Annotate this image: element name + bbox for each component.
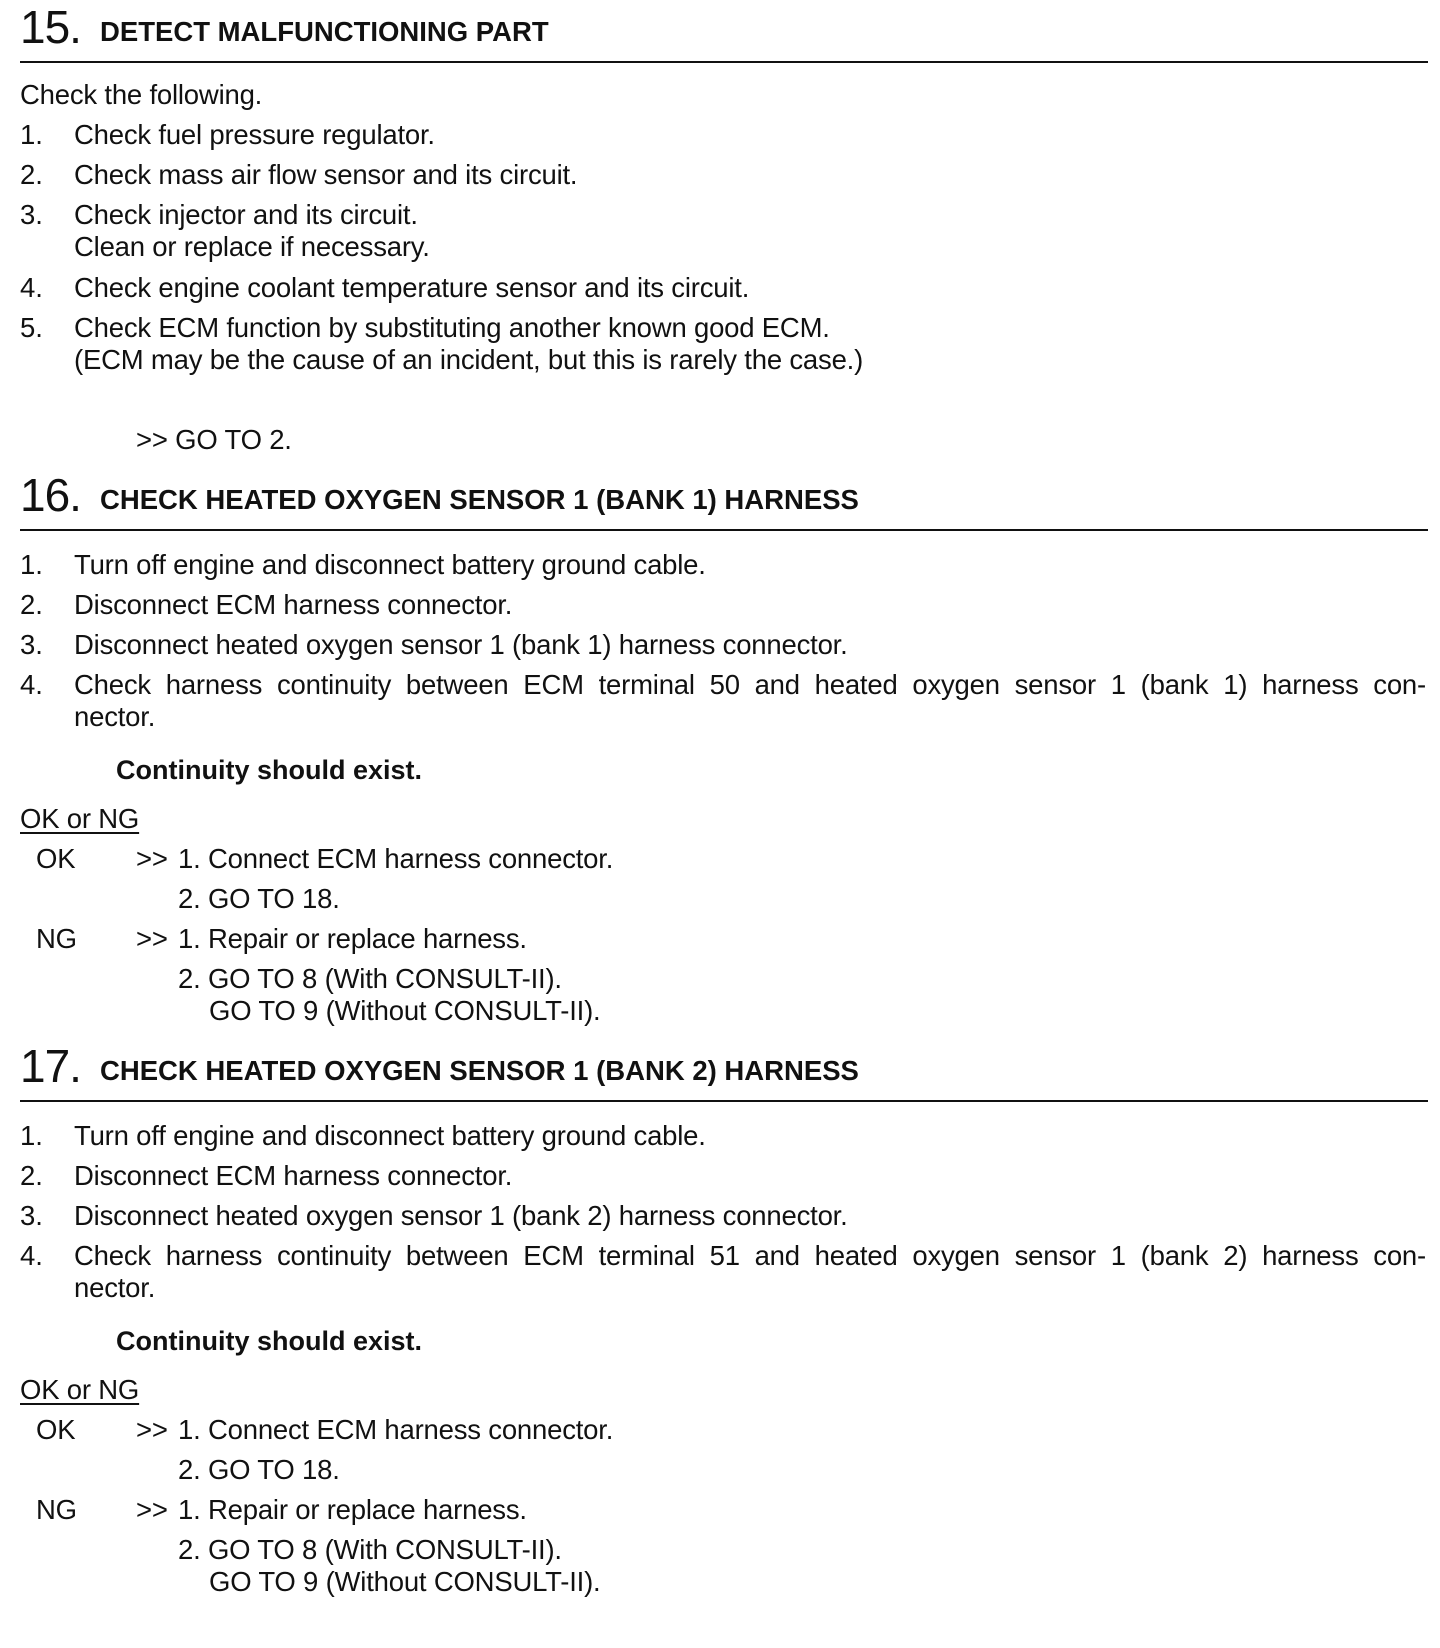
step-16-ng-action-2: 2. GO TO 8 (With CONSULT-II). xyxy=(178,963,562,994)
step-16-ok-or-ng-label: OK or NG xyxy=(20,803,140,834)
step-17-item-2-num: 2. xyxy=(20,1160,43,1191)
step-17-ok-action-1: 1. Connect ECM harness connector. xyxy=(178,1414,614,1445)
step-15-number: 15. xyxy=(20,1,81,53)
step-16-title: CHECK HEATED OXYGEN SENSOR 1 (BANK 1) HARNESS xyxy=(100,484,859,515)
step-17-item-2-text: Disconnect ECM harness connector. xyxy=(74,1160,513,1191)
step-15-item-5-num: 5. xyxy=(20,312,43,343)
step-17-item-3-text: Disconnect heated oxygen sensor 1 (bank 2) harness connector. xyxy=(74,1200,848,1231)
step-16-note: Continuity should exist. xyxy=(116,755,423,785)
step-16-item-1-num: 1. xyxy=(20,549,43,580)
step-16-ok-label: OK xyxy=(36,843,76,874)
step-15-item-4-text: Check engine coolant temperature sensor and its circuit. xyxy=(74,272,750,303)
step-16-ng-label: NG xyxy=(36,923,77,954)
step-16-number: 16. xyxy=(20,469,81,521)
step-17-ok-or-ng-label: OK or NG xyxy=(20,1374,140,1405)
step-16-ng-action-3: GO TO 9 (Without CONSULT-II). xyxy=(209,995,601,1026)
step-17-rule xyxy=(20,1100,1428,1102)
step-17-item-4-text-cont: nector. xyxy=(74,1272,156,1303)
step-17-ng-action-2: 2. GO TO 8 (With CONSULT-II). xyxy=(178,1534,562,1565)
step-15-intro: Check the following. xyxy=(20,79,263,110)
step-15-item-3-text-cont: Clean or replace if necessary. xyxy=(74,231,430,262)
step-16-rule xyxy=(20,529,1428,531)
step-17-ng-action-1: 1. Repair or replace harness. xyxy=(178,1494,527,1525)
step-15-item-3-text: Check injector and its circuit. xyxy=(74,199,418,230)
step-15-item-5-text-cont: (ECM may be the cause of an incident, but this is rarely the case.) xyxy=(74,344,864,375)
step-15-goto: >> GO TO 2. xyxy=(136,424,292,455)
step-17-ok-action-2: 2. GO TO 18. xyxy=(178,1454,340,1485)
step-17-item-1-num: 1. xyxy=(20,1120,43,1151)
step-17-item-4-num: 4. xyxy=(20,1240,43,1271)
step-16-item-4-num: 4. xyxy=(20,669,43,700)
step-15-item-1-text: Check fuel pressure regulator. xyxy=(74,119,435,150)
step-17-ng-action-3: GO TO 9 (Without CONSULT-II). xyxy=(209,1566,601,1597)
step-17-item-4-text: Check harness continuity between ECM terminal 51 and heated oxygen sensor 1 (bank 2) harness con- xyxy=(74,1240,1426,1271)
step-17-number: 17. xyxy=(20,1040,81,1092)
step-16-ng-arrow: >> xyxy=(136,923,168,954)
step-17-item-3-num: 3. xyxy=(20,1200,43,1231)
step-16-item-4-text: Check harness continuity between ECM terminal 50 and heated oxygen sensor 1 (bank 1) harness con- xyxy=(74,669,1426,700)
step-15-item-5-text: Check ECM function by substituting another known good ECM. xyxy=(74,312,830,343)
step-15-item-1-num: 1. xyxy=(20,119,43,150)
step-15-title: DETECT MALFUNCTIONING PART xyxy=(100,16,549,47)
step-17-note: Continuity should exist. xyxy=(116,1326,423,1356)
step-16-ok-arrow: >> xyxy=(136,843,168,874)
step-17-item-1-text: Turn off engine and disconnect battery ground cable. xyxy=(74,1120,706,1151)
step-15-rule xyxy=(20,61,1428,63)
step-15-item-3-num: 3. xyxy=(20,199,43,230)
step-16-item-2-num: 2. xyxy=(20,589,43,620)
step-15-item-2-num: 2. xyxy=(20,159,43,190)
step-16-ok-action-2: 2. GO TO 18. xyxy=(178,883,340,914)
step-15-item-4-num: 4. xyxy=(20,272,43,303)
step-15-item-2-text: Check mass air flow sensor and its circuit. xyxy=(74,159,578,190)
step-17-ng-label: NG xyxy=(36,1494,77,1525)
step-17-title: CHECK HEATED OXYGEN SENSOR 1 (BANK 2) HARNESS xyxy=(100,1055,859,1086)
step-16-ok-action-1: 1. Connect ECM harness connector. xyxy=(178,843,614,874)
step-17-ok-arrow: >> xyxy=(136,1414,168,1445)
step-17-ng-arrow: >> xyxy=(136,1494,168,1525)
step-16-ng-action-1: 1. Repair or replace harness. xyxy=(178,923,527,954)
step-16-item-3-num: 3. xyxy=(20,629,43,660)
step-16-item-4-text-cont: nector. xyxy=(74,701,156,732)
step-16-item-3-text: Disconnect heated oxygen sensor 1 (bank 1) harness connector. xyxy=(74,629,848,660)
step-16-item-1-text: Turn off engine and disconnect battery ground cable. xyxy=(74,549,706,580)
step-16-item-2-text: Disconnect ECM harness connector. xyxy=(74,589,513,620)
step-17-ok-label: OK xyxy=(36,1414,76,1445)
